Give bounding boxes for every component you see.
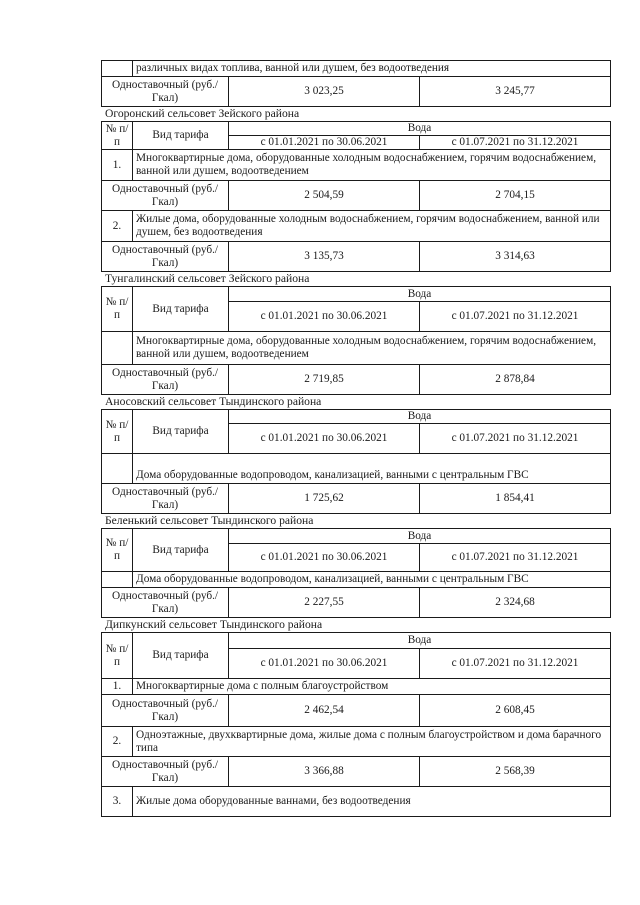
consumer-description: Жилые дома, оборудованные холодным водоснабжением, горячим водоснабжением, ванной или душем, без водоотведения (133, 211, 611, 242)
row-number (102, 572, 133, 588)
tariff-table (101, 286, 611, 395)
header-period-2: с 01.07.2021 по 31.12.2021 (420, 544, 611, 572)
consumer-description: Дома оборудованные водопроводом, канализацией, ванными с центральным ГВС (133, 454, 611, 484)
description-row (102, 211, 611, 242)
price-row (102, 588, 611, 618)
header-period-2: с 01.07.2021 по 31.12.2021 (420, 136, 611, 150)
header-num: № п/п (102, 287, 133, 332)
tariff-label: Одноставочный (руб./Гкал) (102, 242, 229, 272)
header-resource: Вода (229, 529, 611, 544)
consumer-description: Многоквартирные дома, оборудованные холодным водоснабжением, горячим водоснабжением, ванной или душем, водоотведением (133, 332, 611, 365)
consumer-description: Дома оборудованные водопроводом, канализацией, ванными с центральным ГВС (133, 572, 611, 588)
row-number: 2. (102, 727, 133, 757)
description-row (102, 679, 611, 695)
tariff-table (101, 632, 611, 817)
header-period-2: с 01.07.2021 по 31.12.2021 (420, 649, 611, 679)
tariff-value-period-1: 2 719,85 (229, 365, 420, 395)
header-num: № п/п (102, 410, 133, 454)
header-tariff-type: Вид тарифа (133, 410, 229, 454)
header-tariff-type: Вид тарифа (133, 529, 229, 572)
consumer-description: Многоквартирные дома, оборудованные холодным водоснабжением, горячим водоснабжением, ванной или душем, водоотведением (133, 150, 611, 181)
price-row (102, 365, 611, 395)
tariff-value-period-2: 3 245,77 (420, 77, 611, 107)
tariff-value-period-2: 1 854,41 (420, 484, 611, 514)
tariff-value-period-2: 2 608,45 (420, 695, 611, 727)
header-tariff-type: Вид тарифа (133, 122, 229, 150)
header-period-1: с 01.01.2021 по 30.06.2021 (229, 136, 420, 150)
row-number (102, 61, 133, 77)
price-row (102, 757, 611, 787)
row-number: 1. (102, 150, 133, 181)
tariff-value-period-1: 1 725,62 (229, 484, 420, 514)
description-row (102, 572, 611, 588)
price-row (102, 181, 611, 211)
tariff-value-period-1: 2 227,55 (229, 588, 420, 618)
tariff-table (101, 121, 611, 272)
consumer-description: различных видах топлива, ванной или душем, без водоотведения (133, 61, 611, 77)
header-num: № п/п (102, 529, 133, 572)
consumer-description: Одноэтажные, двухквартирные дома, жилые дома с полным благоустройством и дома барачного типа (133, 727, 611, 757)
consumer-description: Многоквартирные дома с полным благоустройством (133, 679, 611, 695)
tariff-value-period-1: 2 462,54 (229, 695, 420, 727)
tariff-table (101, 528, 611, 618)
tariff-value-period-1: 2 504,59 (229, 181, 420, 211)
row-number: 3. (102, 787, 133, 817)
tariff-label: Одноставочный (руб./Гкал) (102, 484, 229, 514)
header-resource: Вода (229, 287, 611, 302)
row-number (102, 454, 133, 484)
section-title: Беленький сельсовет Тындинского района (105, 514, 314, 527)
tariff-value-period-2: 2 704,15 (420, 181, 611, 211)
section-title: Огоронский сельсовет Зейского района (105, 107, 300, 120)
header-resource: Вода (229, 122, 611, 136)
tariff-table (101, 409, 611, 514)
tariff-value-period-2: 2 568,39 (420, 757, 611, 787)
header-tariff-type: Вид тарифа (133, 633, 229, 679)
price-row (102, 77, 611, 107)
header-period-1: с 01.01.2021 по 30.06.2021 (229, 649, 420, 679)
tariff-label: Одноставочный (руб./Гкал) (102, 757, 229, 787)
tariff-value-period-2: 2 324,68 (420, 588, 611, 618)
tariff-label: Одноставочный (руб./Гкал) (102, 365, 229, 395)
header-resource: Вода (229, 633, 611, 649)
row-number: 2. (102, 211, 133, 242)
description-row (102, 61, 611, 77)
tariff-value-period-1: 3 135,73 (229, 242, 420, 272)
description-row (102, 727, 611, 757)
description-row (102, 454, 611, 484)
header-resource: Вода (229, 410, 611, 424)
tariff-value-period-2: 2 878,84 (420, 365, 611, 395)
tariff-label: Одноставочный (руб./Гкал) (102, 77, 229, 107)
description-row (102, 787, 611, 817)
price-row (102, 695, 611, 727)
consumer-description: Жилые дома оборудованные ваннами, без водоотведения (133, 787, 611, 817)
header-num: № п/п (102, 122, 133, 150)
header-period-1: с 01.01.2021 по 30.06.2021 (229, 302, 420, 332)
section-title: Аносовский сельсовет Тындинского района (105, 395, 322, 408)
header-period-1: с 01.01.2021 по 30.06.2021 (229, 424, 420, 454)
description-row (102, 150, 611, 181)
section-title: Дипкунский сельсовет Тындинского района (105, 618, 323, 631)
tariff-value-period-2: 3 314,63 (420, 242, 611, 272)
row-number: 1. (102, 679, 133, 695)
tariff-table (101, 60, 611, 107)
tariff-label: Одноставочный (руб./Гкал) (102, 181, 229, 211)
section-title: Тунгалинский сельсовет Зейского района (105, 272, 310, 285)
price-row (102, 484, 611, 514)
tariff-label: Одноставочный (руб./Гкал) (102, 695, 229, 727)
header-period-2: с 01.07.2021 по 31.12.2021 (420, 424, 611, 454)
header-period-2: с 01.07.2021 по 31.12.2021 (420, 302, 611, 332)
description-row (102, 332, 611, 365)
tariff-value-period-1: 3 023,25 (229, 77, 420, 107)
tariff-document (101, 60, 610, 817)
tariff-label: Одноставочный (руб./Гкал) (102, 588, 229, 618)
price-row (102, 242, 611, 272)
row-number (102, 332, 133, 365)
header-period-1: с 01.01.2021 по 30.06.2021 (229, 544, 420, 572)
header-tariff-type: Вид тарифа (133, 287, 229, 332)
header-num: № п/п (102, 633, 133, 679)
tariff-value-period-1: 3 366,88 (229, 757, 420, 787)
